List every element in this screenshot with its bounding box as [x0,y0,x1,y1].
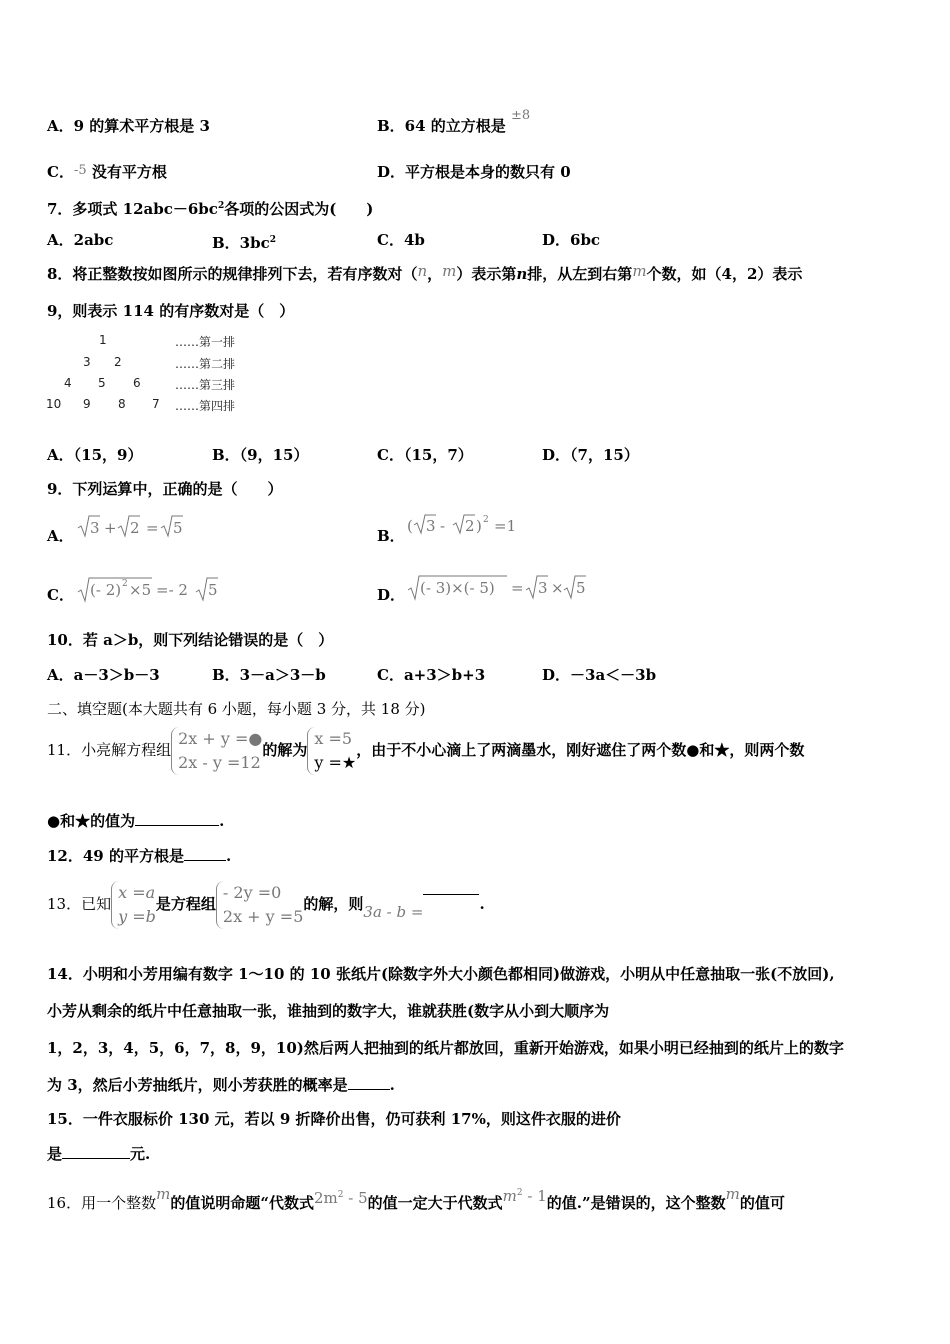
q13-equation-system: - 2y =0 2x + y =5 [216,881,304,929]
q7-option-c: C．4b [377,231,425,249]
q10-option-c: C．a+3＞b+3 [377,666,486,684]
row-label: ……第三排 [175,378,236,392]
svg-text:2: 2 [130,519,140,537]
q9-option-b-formula [406,511,526,539]
q6-option-c: C．-5 没有平方根 [47,163,167,181]
svg-text:5: 5 [208,581,218,599]
tri-cell: 9 [83,397,91,411]
q13-solution-system: x =a y =b [111,881,156,929]
q9-option-a-label: A． [47,527,74,545]
q8-stem-line1: 8．将正整数按如图所示的规律排列下去，若有序数对（n，m）表示第n排，从左到右第m个数，如（4，2）表示 [47,262,803,283]
q6-option-b [377,108,531,138]
svg-text:5: 5 [576,579,586,597]
q6-option-d: D．平方根是本身的数只有 0 [377,163,571,181]
svg-text:=: = [146,519,159,537]
q14-answer-blank[interactable] [348,1075,390,1090]
q10-option-b: B．3－a＞3－b [212,666,326,684]
q12: 12．49 的平方根是 . [47,847,232,865]
q13: 13．已知x =a y =b是方程组- 2y =0 2x + y =5的解，则3a - b = . [47,876,485,932]
q15-line2: 是 元. [47,1145,151,1163]
tri-cell: 5 [98,376,106,390]
q8-option-c: C．（15，7） [377,446,473,464]
q14-line3: 1，2，3，4，5，6，7，8，9，10)然后两人把抽到的纸片都放回，重新开始游戏，如果小明已经抽到的纸片上的数字 [47,1039,844,1057]
section-2-heading: 二、填空题(本大题共有 6 小题，每小题 3 分，共 18 分) [47,700,426,718]
svg-text:=1: =1 [494,517,517,535]
q11-answer-blank[interactable] [135,811,219,826]
svg-text:(- 2): (- 2) [90,581,122,599]
q16: 16．用一个整数m的值说明命题“代数式$2m^2 - 5$的值一定大于代数式$m^2 - 1$的值.”是错误的，这个整数m的值可 [47,1185,785,1212]
tri-cell: 1 [99,333,107,347]
q9-option-b-label: B． [377,527,405,545]
tri-cell: 3 [83,355,91,369]
q7-option-d: D．6bc [542,231,601,249]
q13-answer-blank[interactable] [423,880,479,895]
tri-cell: 10 [46,397,62,411]
q11-line1: 11．小亮解方程组2x + y =● 2x - y =12的解为x =5 y =★，由于不小心滴上了两滴墨水，刚好遮住了两个数●和★，则两个数 [47,722,804,778]
q7-stem: 7．多项式 $12abc-6bc^2$各项的公因式为( ) [47,200,374,218]
q15-line1: 15．一件衣服标价 130 元，若以 9 折降价出售，仍可获利 17%，则这件衣服的进价 [47,1110,621,1128]
q10-stem: 10．若 a＞b，则下列结论错误的是（ ） [47,631,334,649]
q11-equation-system: 2x + y =● 2x - y =12 [171,727,262,775]
q9-option-d-label: D． [377,586,406,604]
q6-option-a: A．9 的算术平方根是 3 [47,117,210,135]
q14-line2: 小芳从剩余的纸片中任意抽取一张，谁抽到的数字大，谁就获胜(数字从小到大顺序为 [47,1002,610,1020]
tri-cell: 7 [152,397,160,411]
svg-text:2: 2 [483,515,489,525]
q14-line1: 14．小明和小芳用编有数字 1～10 的 10 张纸片(除数字外大小颜色都相同)做游戏，小明从中任意抽取一张(不放回), [47,965,835,983]
q7-option-a: A．2abc [47,231,114,249]
svg-text:(- 3)×(- 5): (- 3)×(- 5) [420,579,495,597]
svg-text:): ) [476,517,482,535]
q8-stem-line2: 9，则表示 114 的有序数对是（ ） [47,302,295,320]
q9-option-a-formula [76,512,186,540]
svg-text:+: + [104,519,117,537]
q8-option-a: A．（15，9） [47,446,143,464]
q9-option-c-formula [76,574,226,604]
row-label: ……第一排 [175,335,236,349]
q11-line2: ●和★的值为 . [47,812,225,830]
q6-option-c-math: -5 [73,163,87,178]
svg-text:2: 2 [465,517,475,535]
q9-option-c-label: C． [47,586,74,604]
q7-option-b: B．$3bc^2$ [212,234,277,252]
svg-text:3: 3 [538,579,548,597]
svg-text:=: = [511,579,524,597]
svg-text:×5: ×5 [129,581,152,599]
row-label: ……第四排 [175,399,236,413]
svg-text:-: - [440,517,446,535]
q11-solution-system: x =5 y =★ [307,727,356,775]
q14-line4: 为 3，然后小芳抽纸片，则小芳获胜的概率是 . [47,1076,395,1094]
q9-stem: 9．下列运算中，正确的是（ ） [47,480,283,498]
tri-cell: 6 [133,376,141,390]
svg-text:2: 2 [122,579,128,589]
q8-option-b: B．（9，15） [212,446,309,464]
q15-answer-blank[interactable] [62,1144,130,1159]
svg-text:3: 3 [426,517,436,535]
svg-text:(: ( [407,517,413,535]
q6-option-b-math: ±8 [511,108,531,123]
q9-option-d-formula [406,572,591,602]
q10-option-a: A．a－3＞b－3 [47,666,160,684]
q6-option-b-text: B．64 的立方根是 [377,117,506,135]
svg-text:5: 5 [173,519,183,537]
q10-option-d: D．－3a＜－3b [542,666,657,684]
tri-cell: 8 [118,397,126,411]
svg-text:=- 2: =- 2 [156,581,188,599]
q6-option-c-text: 没有平方根 [91,163,167,181]
q8-option-d: D．（7，15） [542,446,639,464]
svg-text:×: × [551,579,564,597]
row-label: ……第二排 [175,357,236,371]
q12-answer-blank[interactable] [184,846,226,861]
tri-cell: 2 [114,355,122,369]
tri-cell: 4 [64,376,72,390]
svg-text:3: 3 [90,519,100,537]
